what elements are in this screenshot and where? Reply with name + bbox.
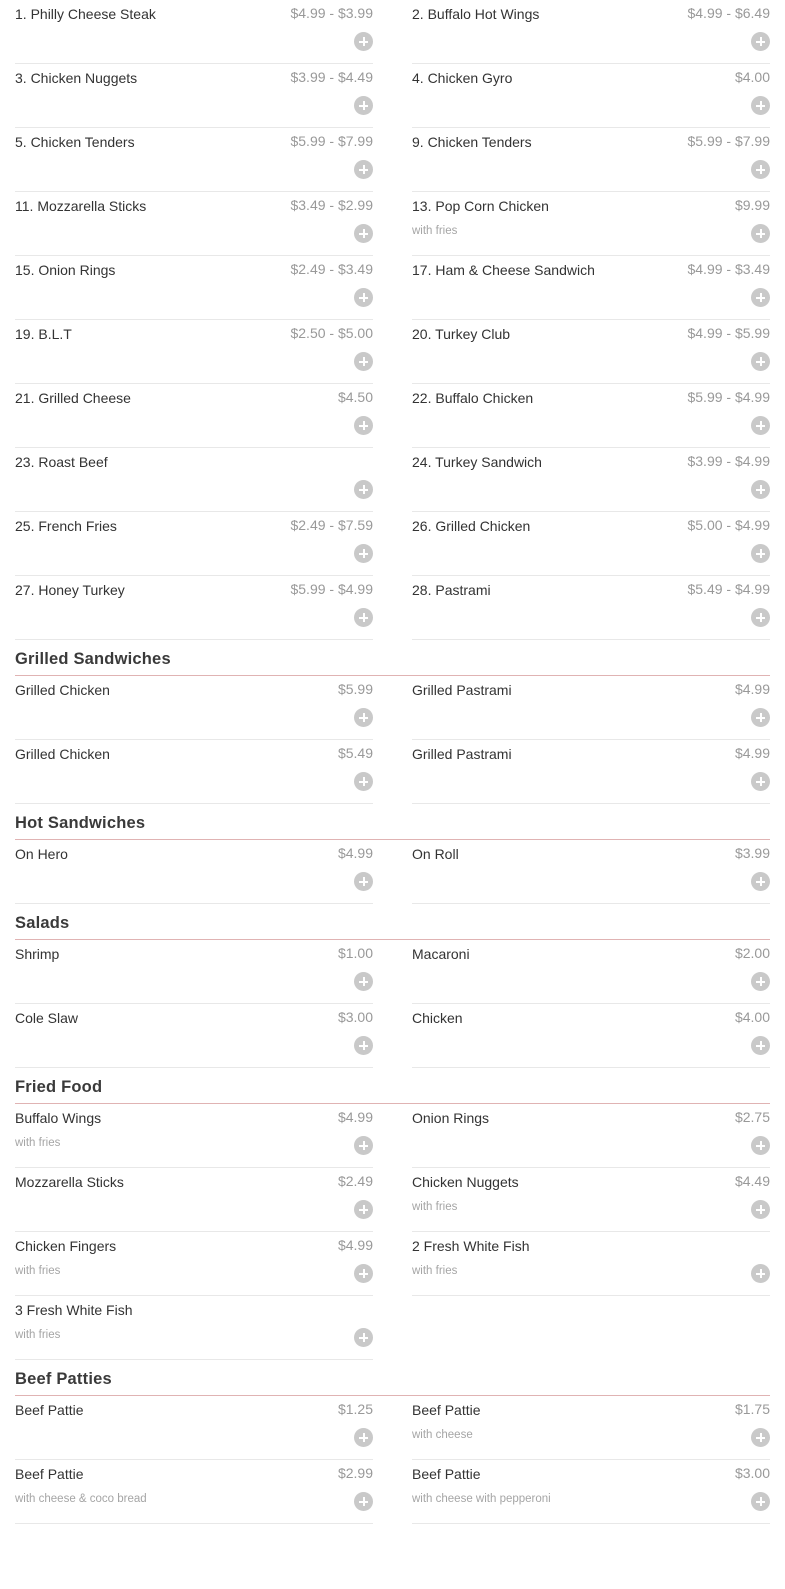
- menu-item[interactable]: [412, 0, 770, 64]
- item-price: $5.00 - $4.99: [687, 517, 770, 533]
- add-item-button[interactable]: [354, 972, 373, 991]
- item-price: $4.99 - $3.99: [290, 5, 373, 21]
- menu-item[interactable]: [15, 448, 373, 512]
- item-name: Macaroni: [412, 946, 470, 962]
- item-description: with fries: [15, 1137, 61, 1149]
- add-item-button[interactable]: [354, 416, 373, 435]
- menu-item[interactable]: [15, 192, 373, 256]
- menu-grid: [15, 0, 770, 640]
- add-item-button[interactable]: [751, 1036, 770, 1055]
- item-price: $4.49: [734, 1173, 770, 1189]
- item-price: $2.99: [337, 1465, 373, 1481]
- menu-item[interactable]: [412, 1104, 770, 1168]
- item-price: $4.99: [734, 681, 770, 697]
- item-name: Grilled Chicken: [15, 682, 110, 698]
- item-name: 11. Mozzarella Sticks: [15, 198, 147, 214]
- add-item-button[interactable]: [354, 608, 373, 627]
- item-name: 21. Grilled Cheese: [15, 390, 131, 406]
- item-price: $1.25: [337, 1401, 373, 1417]
- menu-item[interactable]: [412, 576, 770, 640]
- item-name: 13. Pop Corn Chicken: [412, 198, 549, 214]
- menu-grid: [15, 1104, 770, 1360]
- item-name: 9. Chicken Tenders: [412, 134, 532, 150]
- section-title: Beef Patties: [15, 1360, 770, 1396]
- add-item-button[interactable]: [354, 1264, 373, 1283]
- item-price: $4.99: [734, 745, 770, 761]
- item-name: Beef Pattie: [15, 1402, 84, 1418]
- menu-grid: [15, 940, 770, 1068]
- item-price: $2.75: [734, 1109, 770, 1125]
- item-name: Shrimp: [15, 946, 60, 962]
- item-name: On Roll: [412, 846, 459, 862]
- item-description: with fries: [15, 1265, 61, 1277]
- item-name: 26. Grilled Chicken: [412, 518, 531, 534]
- item-price: $9.99: [734, 197, 770, 213]
- menu-item[interactable]: [15, 384, 373, 448]
- item-price: $3.00: [337, 1009, 373, 1025]
- add-item-button[interactable]: [354, 352, 373, 371]
- add-item-button[interactable]: [354, 160, 373, 179]
- item-price: $4.99: [337, 1109, 373, 1125]
- item-price: $5.99 - $7.99: [290, 133, 373, 149]
- menu-item[interactable]: [412, 940, 770, 1004]
- item-price: $3.99: [734, 845, 770, 861]
- item-name: On Hero: [15, 846, 68, 862]
- item-price: $3.49 - $2.99: [290, 197, 373, 213]
- item-name: 3. Chicken Nuggets: [15, 70, 138, 86]
- add-item-button[interactable]: [751, 96, 770, 115]
- item-price: $5.99: [337, 681, 373, 697]
- menu-grid: [15, 840, 770, 904]
- add-item-button[interactable]: [751, 480, 770, 499]
- add-item-button[interactable]: [751, 32, 770, 51]
- item-price: $4.99: [337, 845, 373, 861]
- add-item-button[interactable]: [354, 872, 373, 891]
- item-name: Mozzarella Sticks: [15, 1174, 124, 1190]
- add-item-button[interactable]: [354, 1200, 373, 1219]
- menu-item[interactable]: [412, 448, 770, 512]
- item-name: Grilled Chicken: [15, 746, 110, 762]
- item-price: $2.49 - $3.49: [290, 261, 373, 277]
- item-name: 25. French Fries: [15, 518, 117, 534]
- item-price: $5.49: [337, 745, 373, 761]
- add-item-button[interactable]: [751, 1492, 770, 1511]
- item-price: $2.49: [337, 1173, 373, 1189]
- menu-item[interactable]: [15, 256, 373, 320]
- item-name: 22. Buffalo Chicken: [412, 390, 534, 406]
- menu-item[interactable]: [15, 64, 373, 128]
- section-title: Grilled Sandwiches: [15, 640, 770, 676]
- item-price: $5.99 - $7.99: [687, 133, 770, 149]
- add-item-button[interactable]: [751, 1428, 770, 1447]
- menu-item[interactable]: [412, 128, 770, 192]
- item-name: 5. Chicken Tenders: [15, 134, 135, 150]
- add-item-button[interactable]: [354, 772, 373, 791]
- add-item-button[interactable]: [751, 544, 770, 563]
- item-price: $4.00: [734, 1009, 770, 1025]
- menu-grid: [15, 1396, 770, 1524]
- add-item-button[interactable]: [354, 1036, 373, 1055]
- menu-item[interactable]: [15, 740, 373, 804]
- item-price: $2.50 - $5.00: [290, 325, 373, 341]
- item-name: 20. Turkey Club: [412, 326, 511, 342]
- item-price: $3.99 - $4.99: [687, 453, 770, 469]
- menu-item[interactable]: [412, 320, 770, 384]
- add-item-button[interactable]: [354, 32, 373, 51]
- menu-item[interactable]: [15, 1296, 373, 1360]
- item-name: Onion Rings: [412, 1110, 490, 1126]
- menu-item[interactable]: [412, 512, 770, 576]
- menu-item[interactable]: [15, 940, 373, 1004]
- item-price: $4.99: [337, 1237, 373, 1253]
- item-name: Beef Pattie: [15, 1466, 84, 1482]
- menu-grid: [15, 676, 770, 804]
- item-price: $3.00: [734, 1465, 770, 1481]
- item-name: Chicken Fingers: [15, 1238, 117, 1254]
- item-name: Grilled Pastrami: [412, 746, 512, 762]
- item-name: 3 Fresh White Fish: [15, 1302, 133, 1318]
- menu-item[interactable]: [15, 840, 373, 904]
- item-name: 2 Fresh White Fish: [412, 1238, 530, 1254]
- add-item-button[interactable]: [751, 608, 770, 627]
- menu-item[interactable]: [412, 64, 770, 128]
- menu-section: [0, 1360, 785, 1524]
- menu-item[interactable]: [412, 1168, 770, 1232]
- item-price: $4.99 - $3.49: [687, 261, 770, 277]
- menu-item[interactable]: [412, 1460, 770, 1524]
- add-item-button[interactable]: [354, 96, 373, 115]
- menu-item[interactable]: [412, 1232, 770, 1296]
- item-name: Grilled Pastrami: [412, 682, 512, 698]
- menu-item[interactable]: [412, 840, 770, 904]
- item-price: $3.99 - $4.49: [290, 69, 373, 85]
- item-price: $5.99 - $4.99: [687, 389, 770, 405]
- item-name: 4. Chicken Gyro: [412, 70, 513, 86]
- add-item-button[interactable]: [354, 480, 373, 499]
- menu-item[interactable]: [412, 1004, 770, 1068]
- add-item-button[interactable]: [751, 352, 770, 371]
- item-name: Beef Pattie: [412, 1402, 481, 1418]
- item-price: $4.99 - $6.49: [687, 5, 770, 21]
- add-item-button[interactable]: [751, 708, 770, 727]
- menu-section: [0, 1068, 785, 1360]
- menu-item[interactable]: [412, 256, 770, 320]
- item-price: $2.00: [734, 945, 770, 961]
- menu-item[interactable]: [15, 576, 373, 640]
- add-item-button[interactable]: [354, 1328, 373, 1347]
- menu-item[interactable]: [15, 320, 373, 384]
- menu-item[interactable]: [412, 384, 770, 448]
- add-item-button[interactable]: [751, 1264, 770, 1283]
- item-name: 27. Honey Turkey: [15, 582, 125, 598]
- add-item-button[interactable]: [354, 1136, 373, 1155]
- add-item-button[interactable]: [751, 872, 770, 891]
- section-title: Salads: [15, 904, 770, 940]
- item-description: with cheese with pepperoni: [412, 1493, 551, 1505]
- add-item-button[interactable]: [751, 416, 770, 435]
- menu-item[interactable]: [412, 740, 770, 804]
- item-description: with fries: [15, 1329, 61, 1341]
- item-price: $1.75: [734, 1401, 770, 1417]
- menu-item[interactable]: [15, 1396, 373, 1460]
- item-price: $4.50: [337, 389, 373, 405]
- add-item-button[interactable]: [354, 1428, 373, 1447]
- item-name: Buffalo Wings: [15, 1110, 102, 1126]
- menu-section: [0, 640, 785, 804]
- add-item-button[interactable]: [354, 224, 373, 243]
- menu-section: [0, 0, 785, 640]
- add-item-button[interactable]: [751, 224, 770, 243]
- item-name: Beef Pattie: [412, 1466, 481, 1482]
- section-title: Fried Food: [15, 1068, 770, 1104]
- item-name: 19. B.L.T: [15, 326, 72, 342]
- item-description: with cheese & coco bread: [15, 1493, 147, 1505]
- item-price: $1.00: [337, 945, 373, 961]
- item-name: 28. Pastrami: [412, 582, 491, 598]
- menu-item[interactable]: [412, 676, 770, 740]
- item-price: $5.99 - $4.99: [290, 581, 373, 597]
- item-name: 17. Ham & Cheese Sandwich: [412, 262, 595, 278]
- add-item-button[interactable]: [354, 288, 373, 307]
- add-item-button[interactable]: [751, 972, 770, 991]
- menu-item[interactable]: [15, 0, 373, 64]
- add-item-button[interactable]: [751, 288, 770, 307]
- item-description: with cheese: [412, 1429, 473, 1441]
- menu-item[interactable]: [15, 1232, 373, 1296]
- item-name: Chicken: [412, 1010, 463, 1026]
- menu-item[interactable]: [15, 1104, 373, 1168]
- item-name: Cole Slaw: [15, 1010, 79, 1026]
- add-item-button[interactable]: [751, 1200, 770, 1219]
- add-item-button[interactable]: [751, 772, 770, 791]
- item-name: 24. Turkey Sandwich: [412, 454, 542, 470]
- item-description: with fries: [412, 1201, 458, 1213]
- add-item-button[interactable]: [751, 1136, 770, 1155]
- item-name: Chicken Nuggets: [412, 1174, 519, 1190]
- menu-item[interactable]: [15, 1168, 373, 1232]
- item-price: $4.00: [734, 69, 770, 85]
- menu-item[interactable]: [412, 1396, 770, 1460]
- section-title: Hot Sandwiches: [15, 804, 770, 840]
- item-price: $2.49 - $7.59: [290, 517, 373, 533]
- menu-item[interactable]: [15, 1004, 373, 1068]
- menu-section: [0, 804, 785, 904]
- menu-item[interactable]: [15, 1460, 373, 1524]
- item-description: with fries: [412, 1265, 458, 1277]
- menu-item[interactable]: [15, 512, 373, 576]
- menu-item[interactable]: [412, 192, 770, 256]
- item-name: 15. Onion Rings: [15, 262, 116, 278]
- menu-section: [0, 904, 785, 1068]
- menu-item[interactable]: [15, 128, 373, 192]
- add-item-button[interactable]: [751, 160, 770, 179]
- add-item-button[interactable]: [354, 1492, 373, 1511]
- item-name: 2. Buffalo Hot Wings: [412, 6, 540, 22]
- item-name: 23. Roast Beef: [15, 454, 108, 470]
- add-item-button[interactable]: [354, 544, 373, 563]
- menu-item[interactable]: [15, 676, 373, 740]
- item-price: $4.99 - $5.99: [687, 325, 770, 341]
- item-description: with fries: [412, 225, 458, 237]
- add-item-button[interactable]: [354, 708, 373, 727]
- item-price: $5.49 - $4.99: [687, 581, 770, 597]
- item-name: 1. Philly Cheese Steak: [15, 6, 156, 22]
